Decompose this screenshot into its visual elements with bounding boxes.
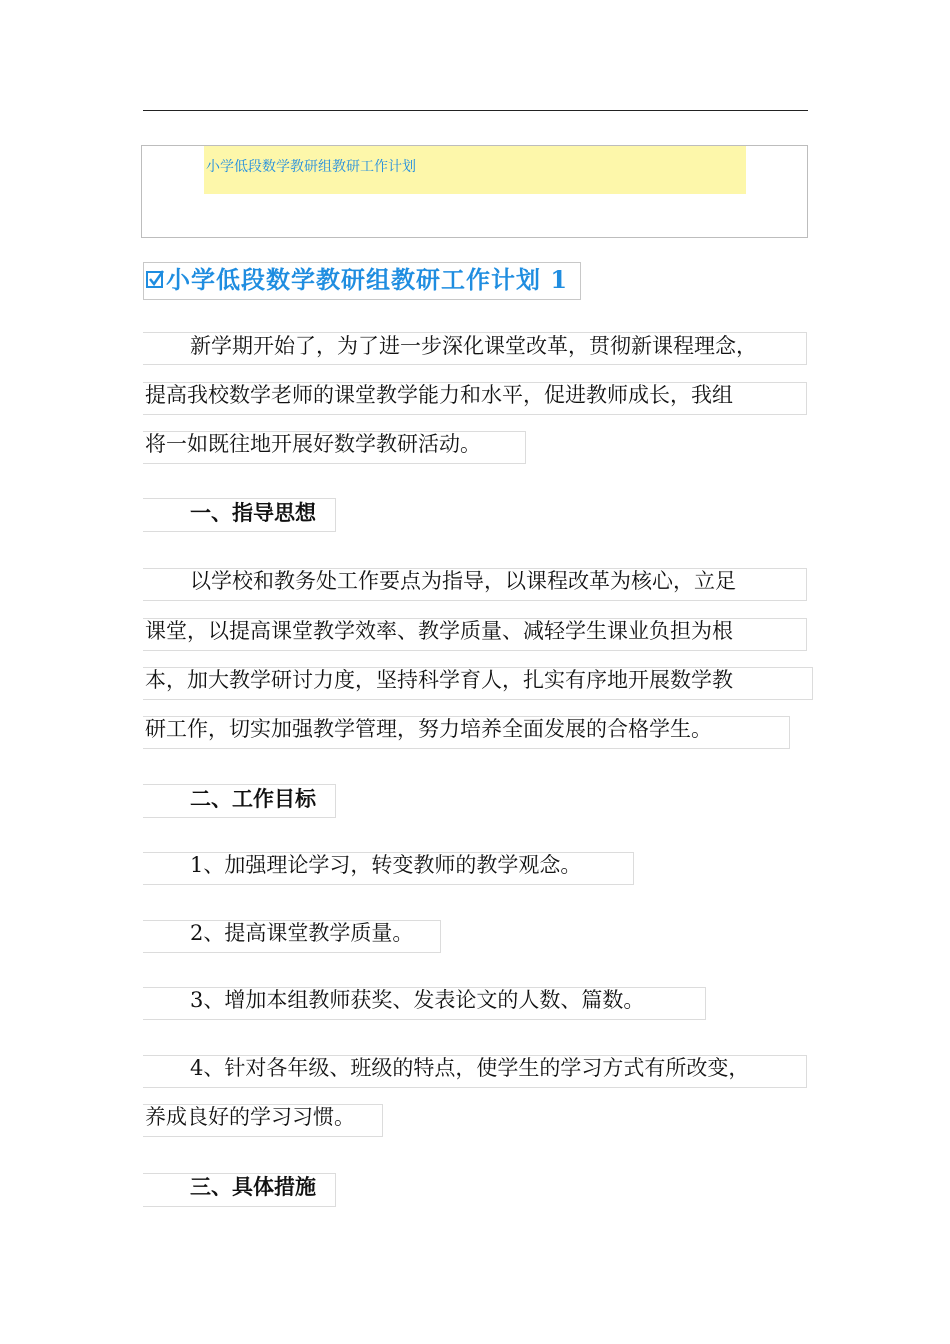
goal-item-3: 3、增加本组教师获奖、发表论文的人数、篇数。 [190,988,645,1012]
header-title: 小学低段数学教研组教研工作计划 [206,159,416,175]
section2-heading: 二、工作目标 [190,787,316,811]
document-title: 小学低段数学教研组教研工作计划 1 [166,265,569,294]
section3-heading: 三、具体措施 [190,1175,316,1199]
section1-heading: 一、指导思想 [190,501,316,525]
section1-line-3: 本，加大教学研讨力度，坚持科学育人，扎实有序地开展数学教 [145,668,733,692]
top-rule [143,110,808,111]
intro-line-1: 新学期开始了，为了进一步深化课堂改革，贯彻新课程理念， [190,334,757,358]
checkbox-icon [146,270,164,288]
intro-line-2: 提高我校数学老师的课堂教学能力和水平，促进教师成长，我组 [145,383,733,407]
section1-line-4: 研工作，切实加强教学管理，努力培养全面发展的合格学生。 [145,717,712,741]
section1-line-2: 课堂，以提高课堂教学效率、教学质量、减轻学生课业负担为根 [145,619,733,643]
intro-line-3: 将一如既往地开展好数学教研活动。 [145,432,481,456]
goal-item-4-line-1: 4、针对各年级、班级的特点，使学生的学习方式有所改变， [190,1056,750,1080]
goal-item-2: 2、提高课堂教学质量。 [190,921,414,945]
goal-item-1: 1、加强理论学习，转变教师的教学观念。 [190,853,582,877]
goal-item-4-line-2: 养成良好的学习习惯。 [145,1105,355,1129]
section1-line-1: 以学校和教务处工作要点为指导，以课程改革为核心，立足 [190,569,736,593]
